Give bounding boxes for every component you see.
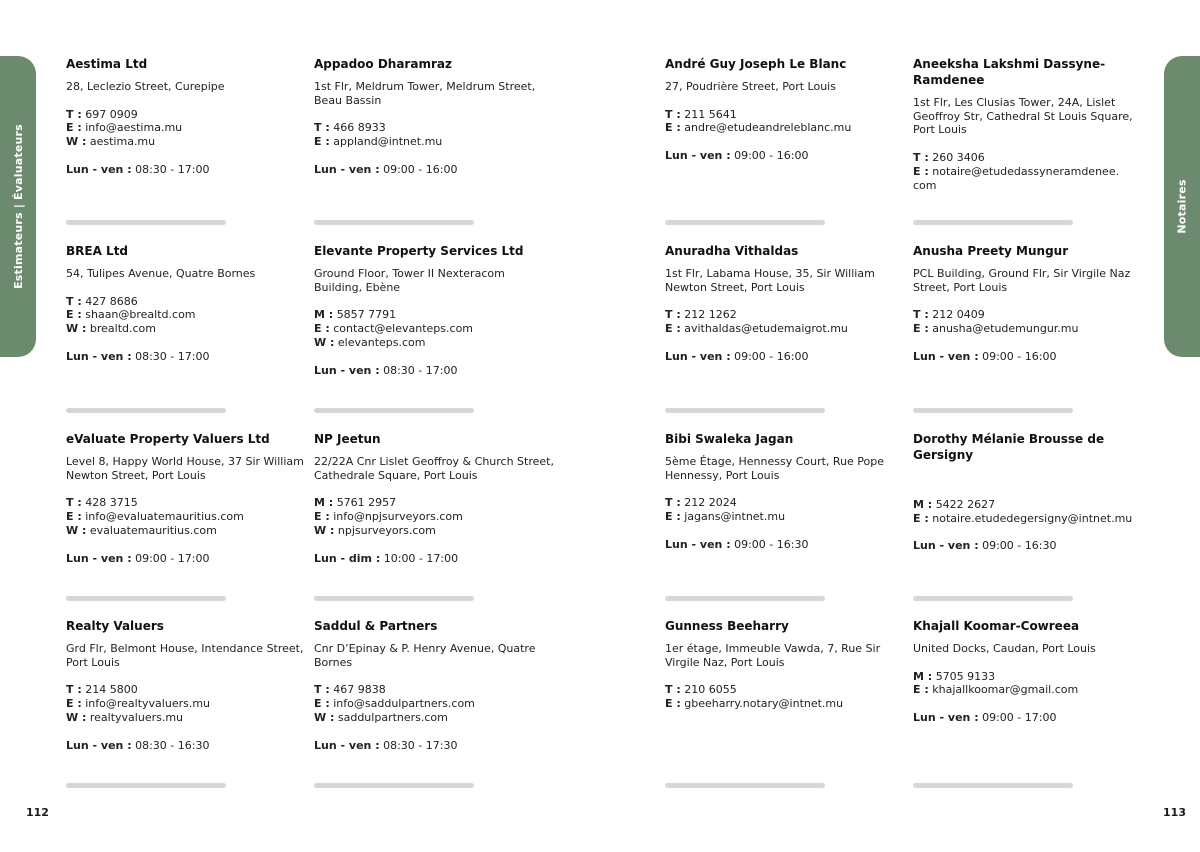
entry-name: Dorothy Mélanie Brousse de Gersigny [913,432,1105,462]
contact-label: W : [66,135,87,149]
directory-entry [66,618,306,752]
contact-label: E : [913,683,929,697]
contact-value[interactable]: 210 6055 [684,683,737,697]
entry-address: 1st Flr, Les Clusias Tower, 24A, Lislet Geoffroy Str, Cathedral St Louis Square, Port Louis [913,96,1133,137]
entry-divider [913,408,1073,413]
hours-label: Lun - ven : [66,349,132,363]
hours-label: Lun - ven : [665,537,731,551]
contact-line [314,121,554,135]
contact-label: E : [66,510,82,524]
contact-line [66,322,306,336]
contact-value[interactable]: jagans@intnet.mu [684,510,786,524]
contact-line [665,121,905,135]
contact-line [66,524,306,538]
contact-label: W : [314,335,335,349]
hours-value: 10:00 - 17:00 [383,551,459,565]
contact-value[interactable]: avithaldas@etudemaigrot.mu [684,322,848,336]
hours-value: 09:00 - 16:00 [982,349,1057,363]
entry-hours [314,552,554,566]
contact-label: T : [66,107,82,121]
entry-contacts [66,683,306,724]
contact-value[interactable]: aestima.mu [89,135,156,149]
entry-address: 1er étage, Immeuble Vawda, 7, Rue Sir Virgile Naz, Port Louis [665,642,881,669]
hours-value: 09:00 - 17:00 [135,551,210,565]
contact-label: E : [913,511,929,525]
contact-line [314,697,554,711]
contact-line [665,308,905,322]
contact-label: T : [66,496,82,510]
entry-divider [66,408,226,413]
entry-name: NP Jeetun [314,432,381,446]
page-number-left: 112 [26,806,49,819]
contact-label: E : [314,322,330,336]
entry-contacts [314,121,554,148]
hours-value: 09:00 - 16:00 [734,149,809,163]
contact-label: E : [665,121,681,135]
entry-divider [665,408,825,413]
hours-label: Lun - ven : [314,162,380,176]
entry-name: Khajall Koomar-Cowreea [913,619,1080,633]
entry-divider [665,596,825,601]
contact-label: E : [66,697,82,711]
entry-divider [66,783,226,788]
contact-value[interactable]: elevanteps.com [337,335,426,349]
directory-entry [314,243,554,377]
contact-line [66,108,306,122]
entry-hours [913,711,1138,725]
entry-divider [665,783,825,788]
entry-address: Level 8, Happy World House, 37 Sir William Newton Street, Port Louis [66,455,304,482]
contact-value[interactable]: andre@etudeandreleblanc.mu [684,121,852,135]
contact-value[interactable]: info@aestima.mu [85,121,183,135]
entry-hours [665,149,905,163]
contact-value[interactable]: 697 0909 [85,107,138,121]
section-tab-estimateurs [0,56,36,357]
contact-value[interactable]: 260 3406 [932,151,985,165]
directory-entry [913,56,1138,192]
contact-value[interactable]: notaire.etudedegersigny@intnet.mu [932,511,1133,525]
contact-line [314,496,554,510]
contact-value[interactable]: realtyvaluers.mu [89,710,184,724]
contact-line [913,498,1138,512]
contact-value[interactable]: khajallkoomar@gmail.com [932,683,1079,697]
hours-label: Lun - ven : [913,349,979,363]
hours-value: 08:30 - 17:30 [383,738,458,752]
contact-value[interactable]: appland@intnet.mu [333,135,443,149]
contact-value[interactable]: evaluatemauritius.com [89,523,217,537]
contact-line [66,683,306,697]
contact-value[interactable]: 211 5641 [684,107,737,121]
entry-address [913,471,1138,484]
contact-value[interactable]: 5857 7791 [336,308,397,322]
section-tab-notaires [1164,56,1200,357]
entry-address: 5ème Étage, Hennessy Court, Rue Pope Hennessy, Port Louis [665,455,885,482]
contact-line [913,308,1138,322]
contact-label: E : [665,322,681,336]
contact-value[interactable]: notaire@etudedassyneramdenee. com [913,164,1120,192]
contact-label: M : [913,498,933,511]
entry-contacts [66,295,306,336]
contact-label: M : [913,669,933,683]
entry-divider [913,783,1073,788]
entry-contacts [665,683,905,710]
directory-entry [665,618,905,711]
entry-contacts [665,108,905,135]
directory-entry [314,56,554,177]
contact-value[interactable]: shaan@brealtd.com [85,308,196,322]
contact-label: T : [66,294,82,308]
hours-label: Lun - ven : [913,711,979,725]
contact-value[interactable]: info@npjsurveyors.com [333,510,463,524]
directory-entry [665,243,905,364]
entry-divider [314,220,474,225]
hours-value: 08:30 - 17:00 [135,162,210,176]
entry-contacts [913,498,1138,525]
page-number-right: 113 [1163,806,1186,819]
hours-value: 09:00 - 16:30 [982,539,1057,553]
hours-label: Lun - ven : [665,149,731,163]
entry-hours [66,552,306,566]
contact-value[interactable]: npjsurveyors.com [337,523,436,537]
contact-value[interactable]: 467 9838 [333,683,386,697]
contact-line [314,524,554,538]
entry-hours [66,350,306,364]
contact-line [66,295,306,309]
directory-entry [913,618,1138,725]
contact-line [913,322,1138,336]
contact-line [665,697,905,711]
contact-label: T : [665,683,681,697]
entry-divider [314,783,474,788]
entry-hours [665,538,905,552]
hours-label: Lun - ven : [913,539,979,553]
contact-line [66,697,306,711]
entry-address: Grd Flr, Belmont House, Intendance Street, Port Louis [66,642,304,669]
contact-value[interactable]: info@realtyvaluers.mu [85,697,211,711]
contact-line [665,496,905,510]
contact-value[interactable]: 212 0409 [932,308,985,322]
contact-value[interactable]: contact@elevanteps.com [333,322,474,336]
entry-address: 1st Flr, Meldrum Tower, Meldrum Street, Beau Bassin [314,80,536,107]
entry-address: 27, Poudrière Street, Port Louis [665,80,836,93]
entry-address: Cnr D’Epinay & P. Henry Avenue, Quatre Bornes [314,642,536,669]
entry-contacts [913,308,1138,335]
entry-contacts [665,308,905,335]
contact-label: E : [665,510,681,524]
contact-line [314,322,554,336]
contact-line [913,165,1138,192]
entry-name: Anusha Preety Mungur [913,244,1069,258]
contact-label: E : [314,697,330,711]
contact-label: T : [665,496,681,510]
contact-value[interactable]: 214 5800 [85,683,138,697]
hours-value: 09:00 - 16:00 [734,349,809,363]
entry-name: André Guy Joseph Le Blanc [665,57,847,71]
entry-divider [66,220,226,225]
directory-entry [665,431,905,552]
entry-hours [913,350,1138,364]
entry-name: Saddul & Partners [314,619,438,633]
contact-value[interactable]: saddulpartners.com [337,710,448,724]
entry-address: 22/22A Cnr Lislet Geoffroy & Church Street, Cathedrale Square, Port Louis [314,455,554,482]
entry-name: eValuate Property Valuers Ltd [66,432,270,446]
contact-value[interactable]: 212 2024 [684,496,737,510]
hours-value: 08:30 - 17:00 [383,363,458,377]
hours-label: Lun - ven : [314,363,380,377]
entry-address: 28, Leclezio Street, Curepipe [66,80,225,93]
entry-divider [66,596,226,601]
entry-contacts [66,108,306,149]
contact-label: T : [665,107,681,121]
contact-label: E : [913,322,929,336]
contact-line [314,135,554,149]
contact-label: M : [314,496,334,510]
contact-label: M : [314,308,334,322]
contact-line [314,336,554,350]
contact-line [66,135,306,149]
contact-label: T : [314,683,330,697]
entry-hours [314,364,554,378]
entry-name: BREA Ltd [66,244,129,258]
contact-line [66,308,306,322]
entry-name: Realty Valuers [66,619,164,633]
directory-entry [913,431,1138,553]
entry-contacts [314,308,554,349]
entry-address: 54, Tulipes Avenue, Quatre Bornes [66,267,256,280]
contact-line [913,670,1138,684]
contact-line [66,711,306,725]
contact-line [66,121,306,135]
contact-value[interactable]: brealtd.com [89,322,156,336]
entry-name: Elevante Property Services Ltd [314,244,524,258]
entry-contacts [314,496,554,537]
directory-entry [913,243,1138,364]
contact-label: E : [66,308,82,322]
entry-hours [314,163,554,177]
contact-line [665,510,905,524]
contact-value[interactable]: 212 1262 [684,308,737,322]
hours-value: 09:00 - 16:30 [734,537,809,551]
contact-label: W : [66,523,87,537]
entry-name: Appadoo Dharamraz [314,57,452,71]
contact-value[interactable]: 427 8686 [85,294,138,308]
contact-line [66,496,306,510]
contact-label: T : [913,308,929,322]
entry-hours [913,539,1138,553]
entry-contacts [913,670,1138,697]
directory-entry [66,431,306,565]
contact-line [665,683,905,697]
entry-name: Aneeksha Lakshmi Dassyne-Ramdenee [913,57,1106,87]
hours-label: Lun - ven : [66,551,132,565]
entry-divider [314,596,474,601]
contact-value[interactable]: info@evaluatemauritius.com [85,510,244,524]
contact-line [314,711,554,725]
contact-value[interactable]: info@saddulpartners.com [333,697,475,711]
contact-line [66,510,306,524]
contact-value[interactable]: 5422 2627 [935,498,996,511]
entry-contacts [66,496,306,537]
contact-line [913,683,1138,697]
contact-line [665,322,905,336]
contact-value[interactable]: gbeeharry.notary@intnet.mu [684,697,844,711]
contact-line [314,510,554,524]
contact-line [913,512,1138,526]
entry-address: United Docks, Caudan, Port Louis [913,642,1096,655]
entry-name: Bibi Swaleka Jagan [665,432,794,446]
entry-contacts [665,496,905,523]
hours-value: 08:30 - 16:30 [135,738,210,752]
contact-label: W : [66,322,87,336]
contact-label: T : [665,308,681,322]
entry-name: Aestima Ltd [66,57,148,71]
section-tab-label: Estimateurs | Évaluateurs [11,124,25,289]
contact-value[interactable]: 5761 2957 [336,496,397,510]
entry-divider [913,220,1073,225]
contact-value[interactable]: anusha@etudemungur.mu [932,322,1079,336]
directory-entry [66,243,306,364]
contact-label: E : [314,135,330,149]
hours-label: Lun - dim : [314,551,381,565]
directory-entry [665,56,905,163]
entry-address: 1st Flr, Labama House, 35, Sir William Newton Street, Port Louis [665,267,875,294]
entry-address: PCL Building, Ground Flr, Sir Virgile Naz Street, Port Louis [913,267,1131,294]
entry-name: Gunness Beeharry [665,619,789,633]
contact-label: E : [665,697,681,711]
entry-contacts [314,683,554,724]
contact-label: W : [66,710,87,724]
contact-value[interactable]: 428 3715 [85,496,138,510]
contact-label: T : [314,121,330,135]
hours-value: 08:30 - 17:00 [135,349,210,363]
contact-line [314,683,554,697]
contact-label: E : [66,121,82,135]
contact-line [314,308,554,322]
contact-label: T : [913,151,929,165]
directory-entry [66,56,306,177]
entry-hours [66,739,306,753]
hours-value: 09:00 - 17:00 [982,711,1057,725]
contact-label: W : [314,710,335,724]
entry-hours [665,350,905,364]
directory-entry [314,618,554,752]
contact-value[interactable]: 466 8933 [333,121,386,135]
contact-label: W : [314,523,335,537]
hours-label: Lun - ven : [314,738,380,752]
entry-hours [314,739,554,753]
section-tab-label: Notaires [1175,179,1189,234]
entry-contacts [913,151,1138,192]
contact-label: E : [913,164,929,178]
entry-hours [66,163,306,177]
directory-entry [314,431,554,565]
entry-name: Anuradha Vithaldas [665,244,799,258]
hours-label: Lun - ven : [665,349,731,363]
entry-divider [665,220,825,225]
contact-value[interactable]: 5705 9133 [935,669,996,683]
contact-line [913,151,1138,165]
hours-label: Lun - ven : [66,738,132,752]
entry-divider [314,408,474,413]
entry-divider [913,596,1073,601]
contact-label: T : [66,683,82,697]
contact-line [665,108,905,122]
hours-value: 09:00 - 16:00 [383,162,458,176]
hours-label: Lun - ven : [66,162,132,176]
entry-address: Ground Floor, Tower II Nexteracom Building, Ebène [314,267,505,294]
contact-label: E : [314,510,330,524]
